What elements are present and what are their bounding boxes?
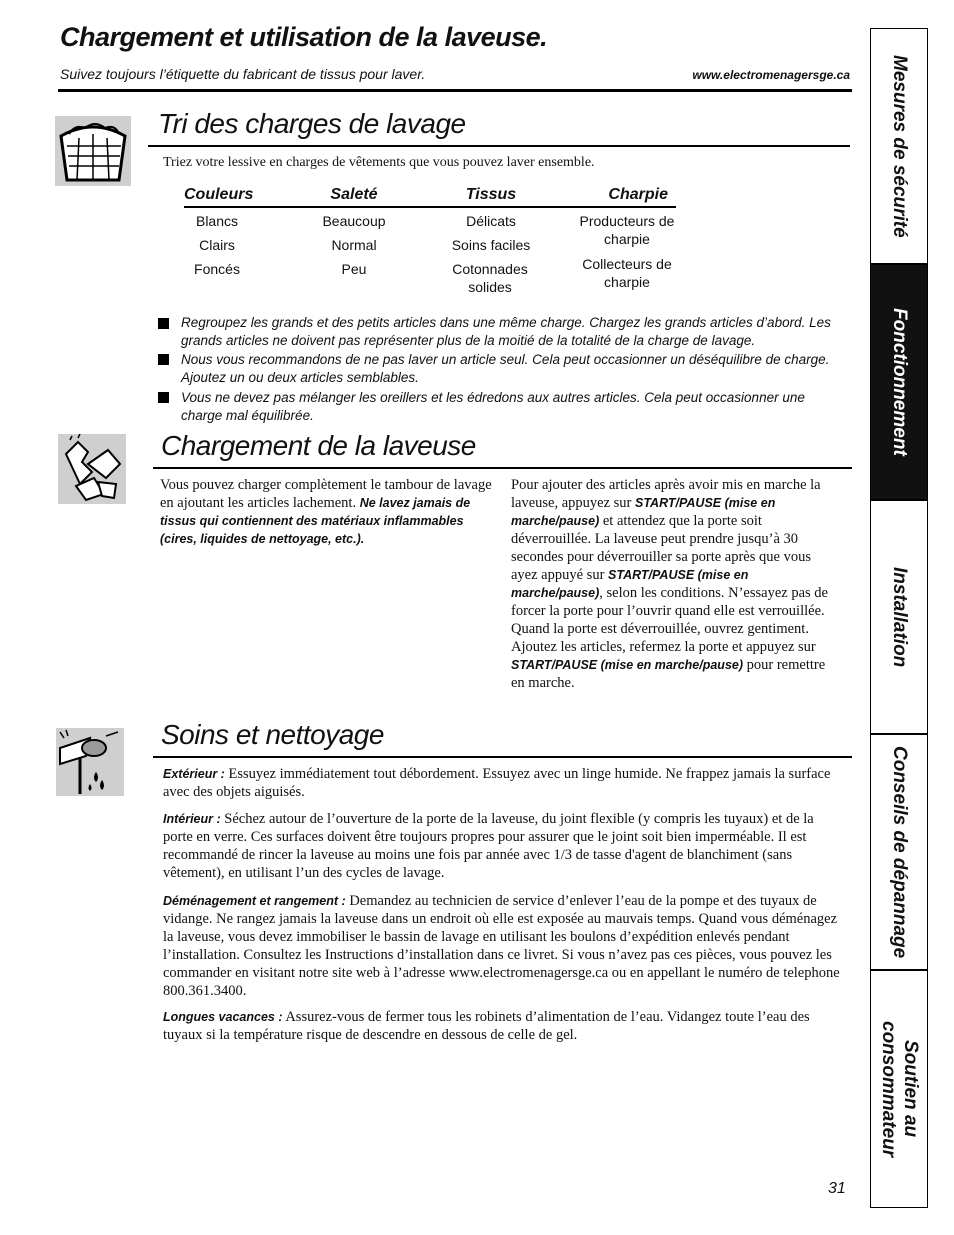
sidebar-tab-label: Fonctionnement [889, 308, 910, 456]
section-heading-sort: Tri des charges de lavage [158, 108, 466, 139]
start-pause-label: START/PAUSE (mise en marche/pause) [511, 658, 744, 672]
table-column-charpie [572, 212, 682, 291]
table-header-cell: Couleurs [184, 186, 254, 203]
sidebar-tab-label: Installation [889, 566, 910, 668]
start-pause-label: START/PAUSE (mise en marche/pause) [511, 496, 776, 528]
section-divider [153, 467, 852, 469]
sidebar-tab-label: Conseils de dépannage [889, 745, 910, 959]
section-divider [153, 756, 852, 758]
table-column-tissus [440, 212, 542, 296]
sidebar-tab-installation[interactable] [871, 501, 927, 733]
table-cell: Soins faciles [451, 237, 531, 253]
care-label: Longues vacances : [163, 1010, 283, 1024]
load-left-text: Vous pouvez charger complètement le tambour de lavage en ajoutant les articles lachement. [160, 477, 492, 511]
page-subtitle: Suivez toujours l’étiquette du fabricant de tissus pour laver. [60, 66, 426, 82]
table-cell: Producteurs de charpie [579, 213, 675, 247]
bullet-text: Regroupez les grands et des petits articles dans une même charge. Chargez les grands articles d’abord. Les grands articles ne doivent pas représenter plus de la moitié de la totalité de la charge de lavage. [181, 315, 831, 348]
table-header-rule [184, 206, 676, 208]
section-divider [148, 145, 850, 147]
table-header-row [184, 186, 676, 204]
table-cell: Beaucoup [322, 213, 386, 229]
section-heading-load: Chargement de la laveuse [161, 430, 476, 461]
sort-intro: Triez votre lessive en charges de vêtements que vous pouvez laver ensemble. [163, 155, 595, 170]
load-left-column [160, 476, 500, 548]
care-label: Déménagement et rangement : [163, 894, 346, 908]
sidebar-tab-support[interactable] [871, 971, 927, 1207]
sidebar-tab-safety[interactable] [871, 29, 927, 263]
bullet-marker [158, 318, 169, 329]
start-pause-label: START/PAUSE (mise en marche/pause) [511, 568, 749, 600]
header-divider [58, 89, 852, 92]
laundry-basket-icon [55, 116, 131, 186]
care-paragraph [163, 765, 845, 801]
table-cell: Foncés [194, 261, 240, 277]
sort-table [184, 186, 676, 208]
bullet-marker [158, 392, 169, 403]
bullet-text: Vous ne devez pas mélanger les oreillers et les édredons aux autres articles. Cela peut occasionner une charge mal équilibrée. [181, 390, 805, 423]
load-right-column [511, 476, 841, 692]
table-cell: Normal [331, 237, 377, 253]
section-sidebar [870, 28, 928, 1208]
sidebar-tab-troubleshooting[interactable] [871, 735, 927, 969]
load-right-text: Pour ajouter des articles après avoir mis en marche la laveuse, appuyez sur [511, 477, 821, 511]
care-label: Extérieur : [163, 767, 225, 781]
clothes-loading-icon [58, 434, 126, 504]
table-cell: Collecteurs de charpie [582, 256, 672, 290]
table-cell: Blancs [195, 213, 239, 229]
load-warning: Ne lavez jamais de tissus qui contiennent des matériaux inflammables (cires, liquides de nettoyage, etc.). [160, 496, 471, 546]
sidebar-tab-operation[interactable] [871, 265, 927, 499]
load-right-text: pour remettre en marche. [511, 657, 826, 691]
page-number: 31 [828, 1180, 846, 1197]
table-header-cell: Tissus [465, 186, 517, 203]
care-paragraph [163, 810, 845, 882]
table-cell: Peu [341, 261, 367, 277]
care-text: Séchez autour de l’ouverture de la porte de la laveuse, du joint flexible (y compris les tuyaux) et de la porte en verre. Ces surfaces doivent être toujours propres pour assurer que le joint soit bien imperméable. Il est recommandé de rincer la laveuse au moins une fois par année avec 1/3 de tasse d'agent de blanchiment (sans vêtement), en utilisant l’un des cycles de lavage. [163, 811, 814, 881]
cleaning-icon [56, 728, 124, 796]
table-cell: Clairs [199, 237, 235, 253]
table-header-cell: Charpie [608, 186, 668, 203]
website-link[interactable]: www.electromenagersge.ca [692, 68, 850, 82]
page-title: Chargement et utilisation de la laveuse. [60, 22, 548, 52]
bullet-marker [158, 354, 169, 365]
table-column-salete [304, 212, 404, 278]
section-heading-care: Soins et nettoyage [161, 719, 384, 750]
care-paragraph [163, 1008, 845, 1044]
care-text: Demandez au technicien de service d’enlever l’eau de la pompe et des tuyaux de vidange. Ne rangez jamais la laveuse dans un endroit où elle est exposée au mauvais temps. Quand vous déménagez la laveuse, vous devez immobiliser le bassin de lavage en utilisant les boulons d’expédition enlevés pendant l’installation. Consultez les Instructions d’installation dans ce livret. Si vous n’avez pas ces pièces, vous pouvez les commander en visitant notre site web à l’adresse www.electromenagersge.ca ou en appellant le numéro de telephone 800.361.3400. [163, 893, 840, 999]
sidebar-tab-label: Mesures de sécurité [889, 54, 910, 238]
care-text: Assurez-vous de fermer tous les robinets d’alimentation de l’eau. Vidangez toute l’eau des tuyaux si la température risque de descendre en dessous de celle de gel. [163, 1009, 810, 1043]
table-header-cell: Saleté [330, 186, 378, 203]
care-label: Intérieur : [163, 812, 221, 826]
bullet-text: Nous vous recommandons de ne pas laver un article seul. Cela peut occasionner un déséquilibre de charge. Ajoutez un ou deux articles semblables. [181, 352, 830, 385]
table-cell: Cotonnades solides [452, 261, 528, 295]
care-text: Essuyez immédiatement tout débordement. Essuyez avec un linge humide. Ne frappez jamais la surface avec des objets aiguisés. [163, 766, 831, 800]
table-cell: Délicats [466, 213, 516, 229]
load-right-text: et attendez que la porte soit déverrouillée. La laveuse peut prendre jusqu’à 30 secondes pour déverrouiller sa porte après que vous ayez appuyé sur [511, 513, 811, 583]
sidebar-tab-label: Soutien au consommateur [878, 1020, 921, 1158]
table-column-couleurs [177, 212, 257, 278]
load-right-text: , selon les conditions. N’essayez pas de forcer la porte pour l’ouvrir quand elle est verrouillée. Quand la porte est déverrouillée, ouvrez gentiment. Ajoutez les articles, refermez la porte et appuyez sur [511, 585, 828, 655]
care-paragraph [163, 892, 845, 1000]
